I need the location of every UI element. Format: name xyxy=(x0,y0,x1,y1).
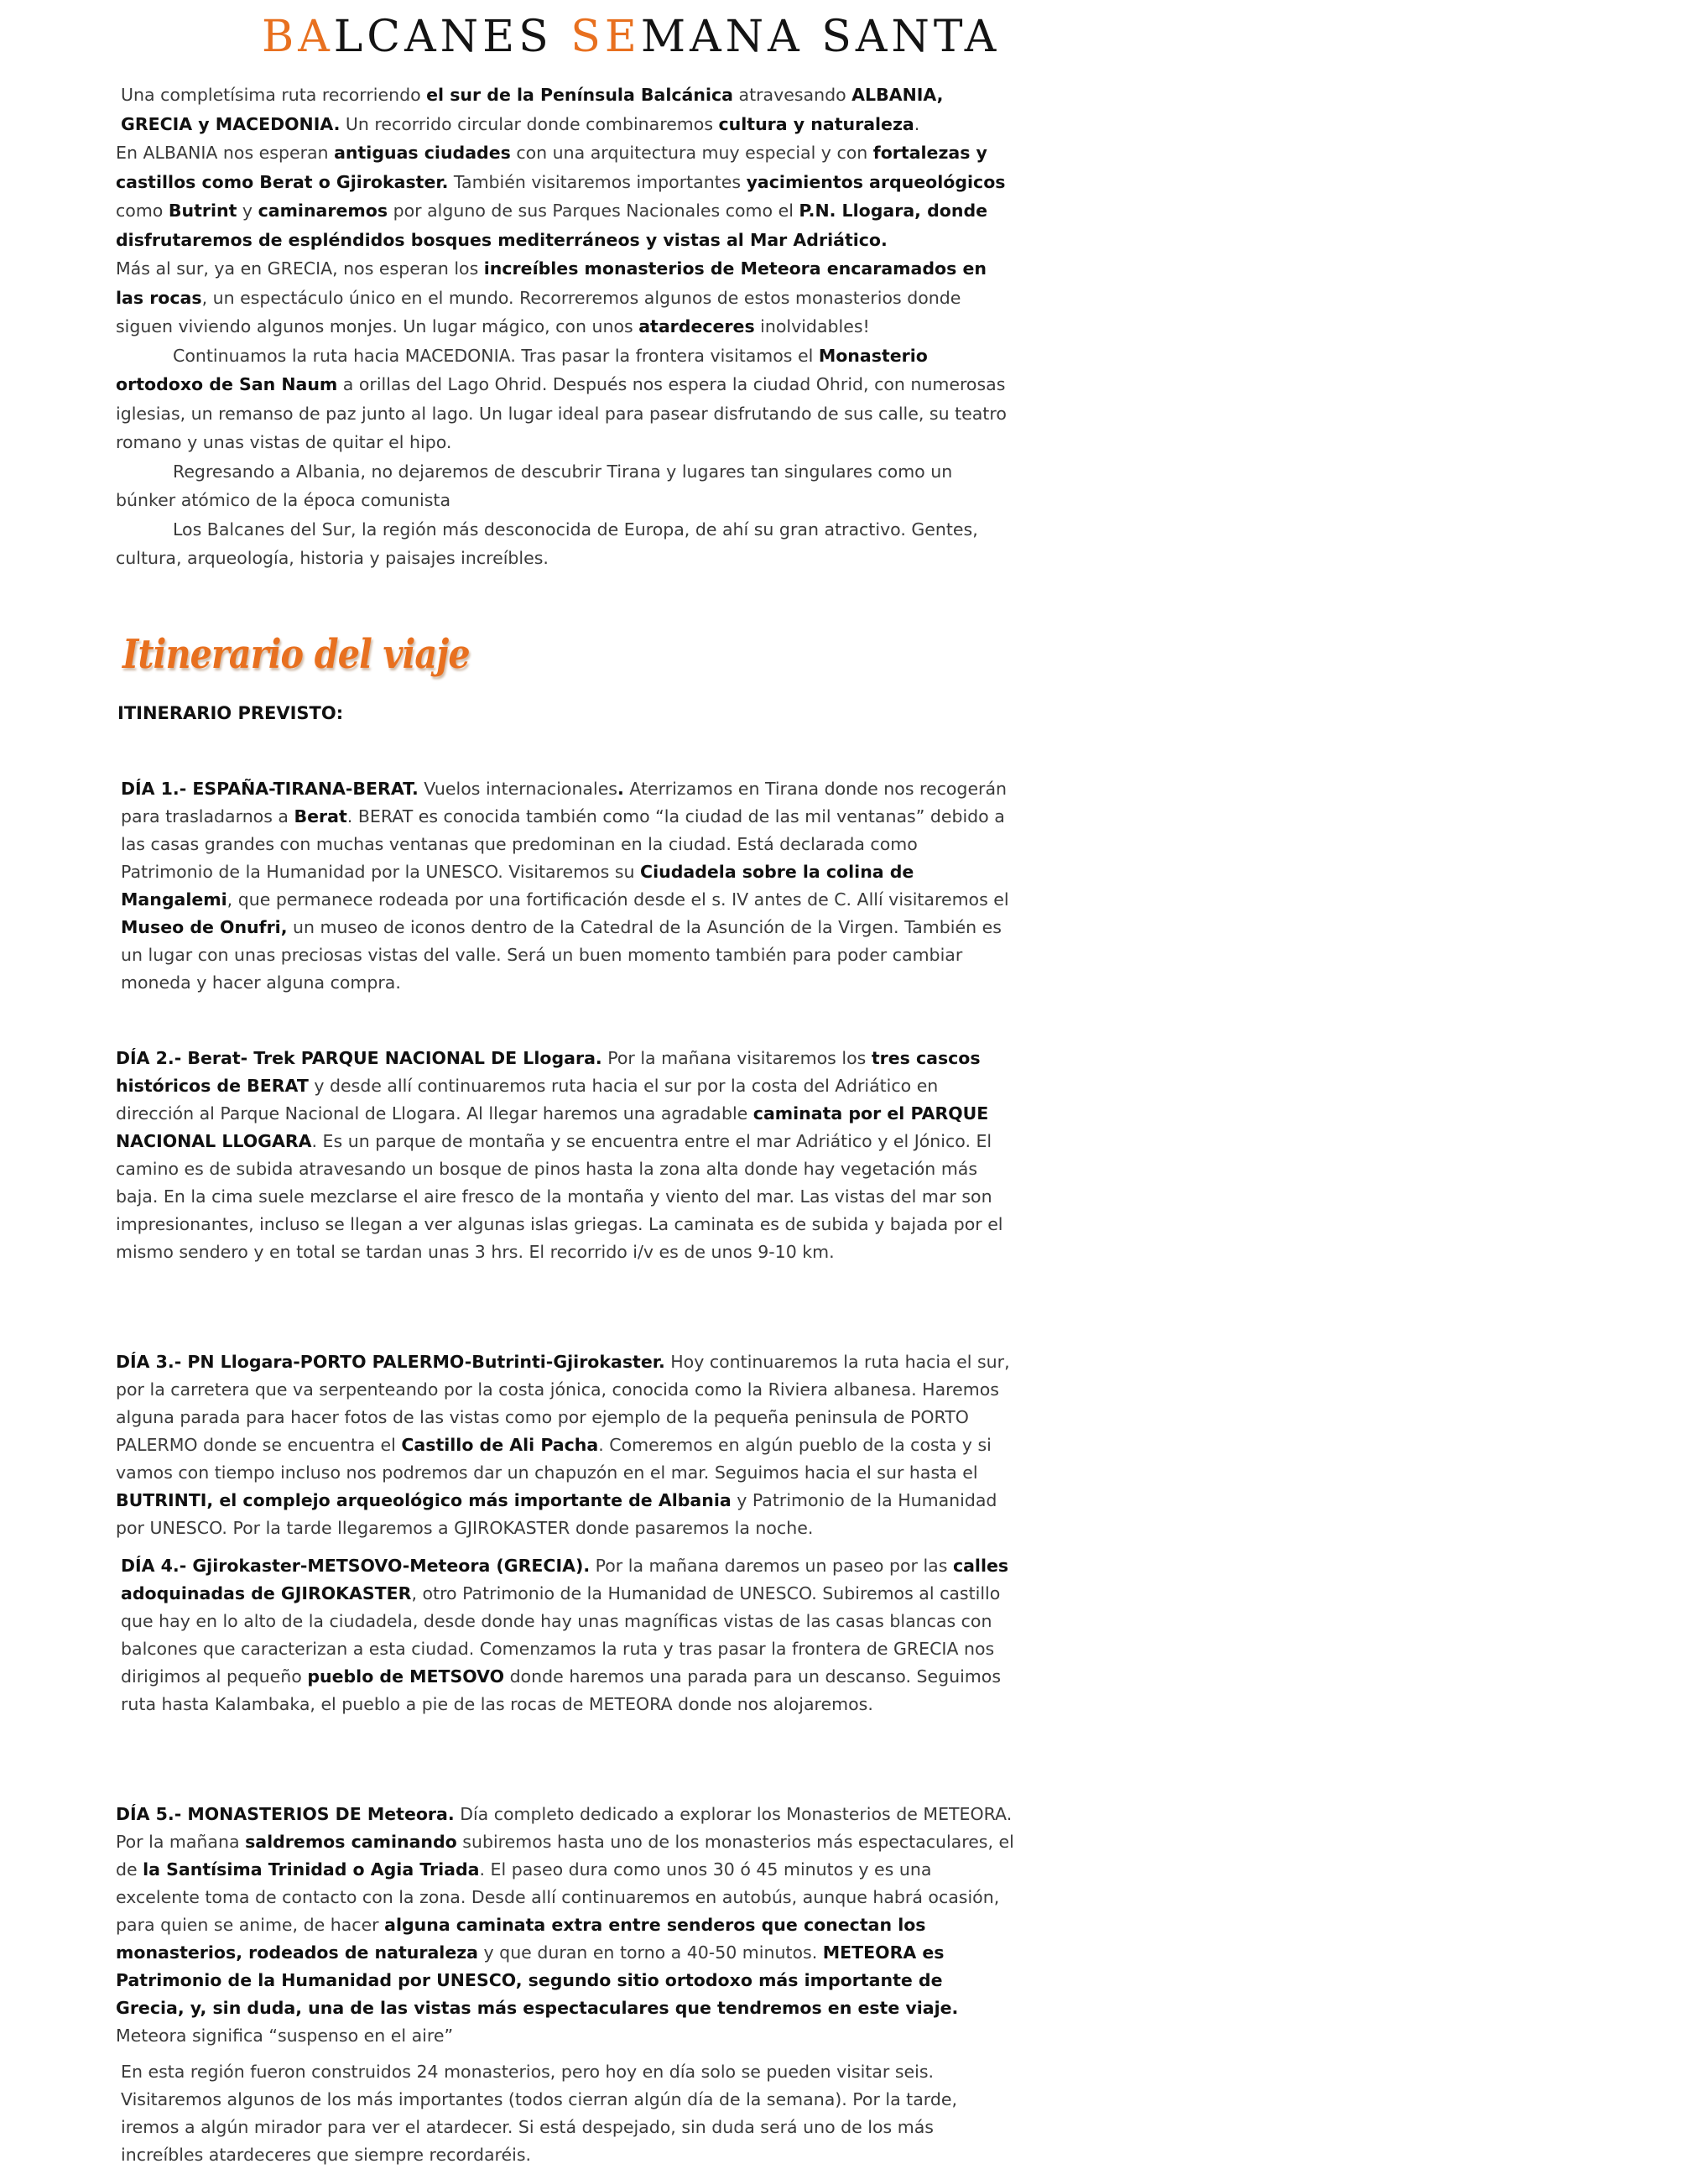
bold-text: Butrint xyxy=(168,201,237,221)
text-run: También visitaremos importantes xyxy=(448,171,747,192)
bold-text: caminata por el PARQUE NACIONAL LLOGARA xyxy=(116,1103,989,1151)
day-3 xyxy=(116,1348,1015,1542)
bold-text: DÍA 2.- Berat- Trek PARQUE NACIONAL DE Llogara. xyxy=(116,1048,602,1068)
intro-paragraph xyxy=(116,457,1012,515)
day-paragraph xyxy=(116,1045,1015,1266)
text-run: . xyxy=(914,113,920,134)
text-run: donde haremos una parada para un descanso. Seguimos ruta hasta Kalambaka, el pueblo a pie de las rocas de METEORA donde nos alojaremos. xyxy=(121,1666,1002,1714)
page-title: BALCANES SEMANA SANTA xyxy=(262,12,1001,62)
bold-text: cultura y naturaleza xyxy=(718,113,914,134)
text-run: subiremos hasta uno de los monasterios más espectaculares, el de xyxy=(116,1832,1014,1880)
text-run: Un recorrido circular donde combinaremos xyxy=(340,113,719,134)
bold-text: DÍA 1.- ESPAÑA-TIRANA-BERAT. xyxy=(121,779,419,799)
text-run: como xyxy=(116,201,169,221)
bold-text: DÍA 4.- Gjirokaster-METSOVO-Meteora (GRECIA). xyxy=(121,1556,591,1576)
text-run: Meteora significa “suspenso en el aire” xyxy=(116,2026,454,2046)
bold-text: caminaremos xyxy=(258,201,388,221)
text-run: Aterrizamos en Tirana donde nos recogerán para trasladarnos a xyxy=(121,779,1008,826)
itinerary-title: Itinerario del viaje xyxy=(122,631,470,678)
text-run: Por la mañana visitaremos los xyxy=(601,1048,872,1068)
text-run: Más al sur, ya en GRECIA, nos esperan los xyxy=(116,258,484,279)
bold-text: Monasterio ortodoxo de San Naum xyxy=(116,345,928,394)
bold-text: antiguas ciudades xyxy=(334,143,511,163)
text-run: Una completísima ruta recorriendo xyxy=(121,85,427,105)
bold-text: alguna caminata extra entre senderos que conectan los monasterios, rodeados de naturaleza xyxy=(116,1915,926,1963)
intro-paragraph xyxy=(116,81,1012,138)
text-run: . Comeremos en algún pueblo de la costa y si vamos con tiempo incluso nos podremos dar un chapuzón en el mar. Seguimos hacia el sur hasta el xyxy=(116,1435,992,1483)
day-4 xyxy=(116,1552,1015,1718)
text-run: Regresando a Albania, no dejaremos de descubrir Tirana y lugares tan singulares como un búnker atómico de la época comunista xyxy=(116,461,953,510)
bold-text: P.N. Llogara, donde disfrutaremos de espléndidos bosques mediterráneos y vistas al Mar Adriático. xyxy=(116,201,988,250)
text-run: un museo de iconos dentro de la Catedral de la Asunción de la Virgen. También es un lugar con unas preciosas vistas del valle. Será un buen momento también para poder cambiar moneda y hacer alguna compra. xyxy=(121,917,1002,993)
intro-paragraph xyxy=(116,254,1012,342)
bold-text: Ciudadela sobre la colina de Mangalemi xyxy=(121,862,914,910)
intro-paragraph xyxy=(116,515,1012,573)
text-run: . Es un parque de montaña y se encuentra entre el mar Adriático y el Jónico. El camino es de subida atravesando un bosque de pinos hasta la zona alta donde hay vegetación más baja. En la cima suele mezclarse el aire fresco de la montaña y viento del mar. Las vistas del mar son impresionantes, incluso se llegan a ver algunas islas griegas. La caminata es de subida y bajada por el mismo sendero y en total se tardan unas 3 hrs. El recorrido i/v es de unos 9-10 km. xyxy=(116,1131,1003,1262)
text-run: Por la mañana daremos un paseo por las xyxy=(590,1556,953,1576)
text-run: y Patrimonio de la Humanidad por UNESCO. Por la tarde llegaremos a GJIROKASTER donde pasaremos la noche. xyxy=(116,1490,997,1538)
intro-paragraph xyxy=(116,342,1012,457)
day-5 xyxy=(116,1801,1015,2169)
intro-paragraph xyxy=(116,138,1012,254)
bold-text: tres cascos históricos de BERAT xyxy=(116,1048,981,1096)
bold-text: increíbles monasterios de Meteora encaramados en las rocas xyxy=(116,258,987,308)
bold-text: METEORA es Patrimonio de la Humanidad por UNESCO, segundo sitio ortodoxo más importante de Grecia, y, sin duda, una de las vistas más espectaculares que tendremos en este viaje. xyxy=(116,1942,959,2018)
text-run: con una arquitectura muy especial y con xyxy=(510,143,873,163)
text-run: . El paseo dura como unos 30 ó 45 minutos y es una excelente toma de contacto con la zona. Desde allí continuaremos en autobús, aunque habrá ocasión, para quien se anime, de hacer xyxy=(116,1859,1000,1935)
day-2 xyxy=(116,1045,1015,1266)
text-run: , otro Patrimonio de la Humanidad de UNESCO. Subiremos al castillo que hay en lo alto de la ciudadela, desde donde hay unas magníficas vistas de las casas blancas con balcones que caracterizan a esta ciudad. Comenzamos la ruta y tras pasar la frontera de GRECIA nos dirigimos al pequeño xyxy=(121,1583,1001,1687)
text-run: y que duran en torno a 40-50 minutos. xyxy=(478,1942,823,1963)
bold-text: yacimientos arqueológicos xyxy=(746,171,1006,192)
bold-text: pueblo de METSOVO xyxy=(307,1666,505,1687)
bold-text: ALBANIA, GRECIA y MACEDONIA. xyxy=(121,85,944,134)
day-paragraph xyxy=(116,1801,1015,2050)
text-run: Día completo dedicado a explorar los Monasterios de METEORA. Por la mañana xyxy=(116,1804,1013,1852)
bold-text: la Santísima Trinidad o Agia Triada xyxy=(143,1859,480,1880)
bold-text: BUTRINTI, el complejo arqueológico más importante de Albania xyxy=(116,1490,732,1510)
bold-text: Castillo de Ali Pacha xyxy=(401,1435,599,1455)
bold-text: atardeceres xyxy=(638,316,755,336)
bold-text: Berat xyxy=(294,806,347,826)
text-run: Los Balcanes del Sur, la región más desconocida de Europa, de ahí su gran atractivo. Gentes, cultura, arqueología, historia y paisajes increíbles. xyxy=(116,519,978,568)
text-run: En esta región fueron construidos 24 monasterios, pero hoy en día solo se pueden visitar seis. Visitaremos algunos de los más importantes (todos cierran algún día de la semana). Por la tarde, iremos a algún mirador para ver el atardecer. Si está despejado, sin duda será uno de los más increíbles atardeceres que siempre recordaréis. xyxy=(121,2062,957,2165)
day-paragraph xyxy=(116,2058,1015,2169)
day-paragraph xyxy=(116,775,1015,997)
bold-text: saldremos caminando xyxy=(245,1832,457,1852)
day-paragraph xyxy=(116,1348,1015,1542)
text-run: Vuelos internacionales xyxy=(418,779,617,799)
intro-text xyxy=(116,81,1012,573)
text-run: a orillas del Lago Ohrid. Después nos espera la ciudad Ohrid, con numerosas iglesias, un remanso de paz junto al lago. Un lugar ideal para pasear disfrutando de sus calle, su teatro romano y unas vistas de quitar el hipo. xyxy=(116,374,1007,452)
text-run: , que permanece rodeada por una fortificación desde el s. IV antes de C. Allí visitaremos el xyxy=(227,889,1009,910)
bold-text: DÍA 3.- PN Llogara-PORTO PALERMO-Butrinti-Gjirokaster. xyxy=(116,1352,665,1372)
text-run: por alguno de sus Parques Nacionales como el xyxy=(388,201,799,221)
bold-text: Museo de Onufri, xyxy=(121,917,288,937)
bold-text: fortalezas y castillos como Berat o Gjirokaster. xyxy=(116,143,987,192)
text-run: y desde allí continuaremos ruta hacia el sur por la costa del Adriático en dirección al Parque Nacional de Llogara. Al llegar haremos una agradable xyxy=(116,1076,939,1124)
bold-text: calles adoquinadas de GJIROKASTER xyxy=(121,1556,1009,1603)
text-run: En ALBANIA nos esperan xyxy=(116,143,335,163)
bold-text: DÍA 5.- MONASTERIOS DE Meteora. xyxy=(116,1804,455,1824)
itinerary-subhead: ITINERARIO PREVISTO: xyxy=(117,703,344,723)
bold-text: . xyxy=(617,779,624,799)
bold-text: el sur de la Península Balcánica xyxy=(426,85,733,105)
text-run: , un espectáculo único en el mundo. Recorreremos algunos de estos monasterios donde siguen viviendo algunos monjes. Un lugar mágico, con unos xyxy=(116,287,961,336)
day-paragraph xyxy=(116,1552,1015,1718)
text-run: . BERAT es conocida también como “la ciudad de las mil ventanas” debido a las casas grandes con muchas ventanas que predominan en la ciudad. Está declarada como Patrimonio de la Humanidad por la UNESCO. Visitaremos su xyxy=(121,806,1005,882)
text-run: Hoy continuaremos la ruta hacia el sur, por la carretera que va serpenteando por la costa jónica, conocida como la Riviera albanesa. Haremos alguna parada para hacer fotos de las vistas como por ejemplo de la pequeña peninsula de PORTO PALERMO donde se encuentra el xyxy=(116,1352,1010,1455)
text-run: y xyxy=(237,201,258,221)
day-1 xyxy=(116,775,1015,997)
text-run: inolvidables! xyxy=(754,316,870,336)
text-run: Continuamos la ruta hacia MACEDONIA. Tras pasar la frontera visitamos el xyxy=(173,345,819,366)
text-run: atravesando xyxy=(733,85,852,105)
